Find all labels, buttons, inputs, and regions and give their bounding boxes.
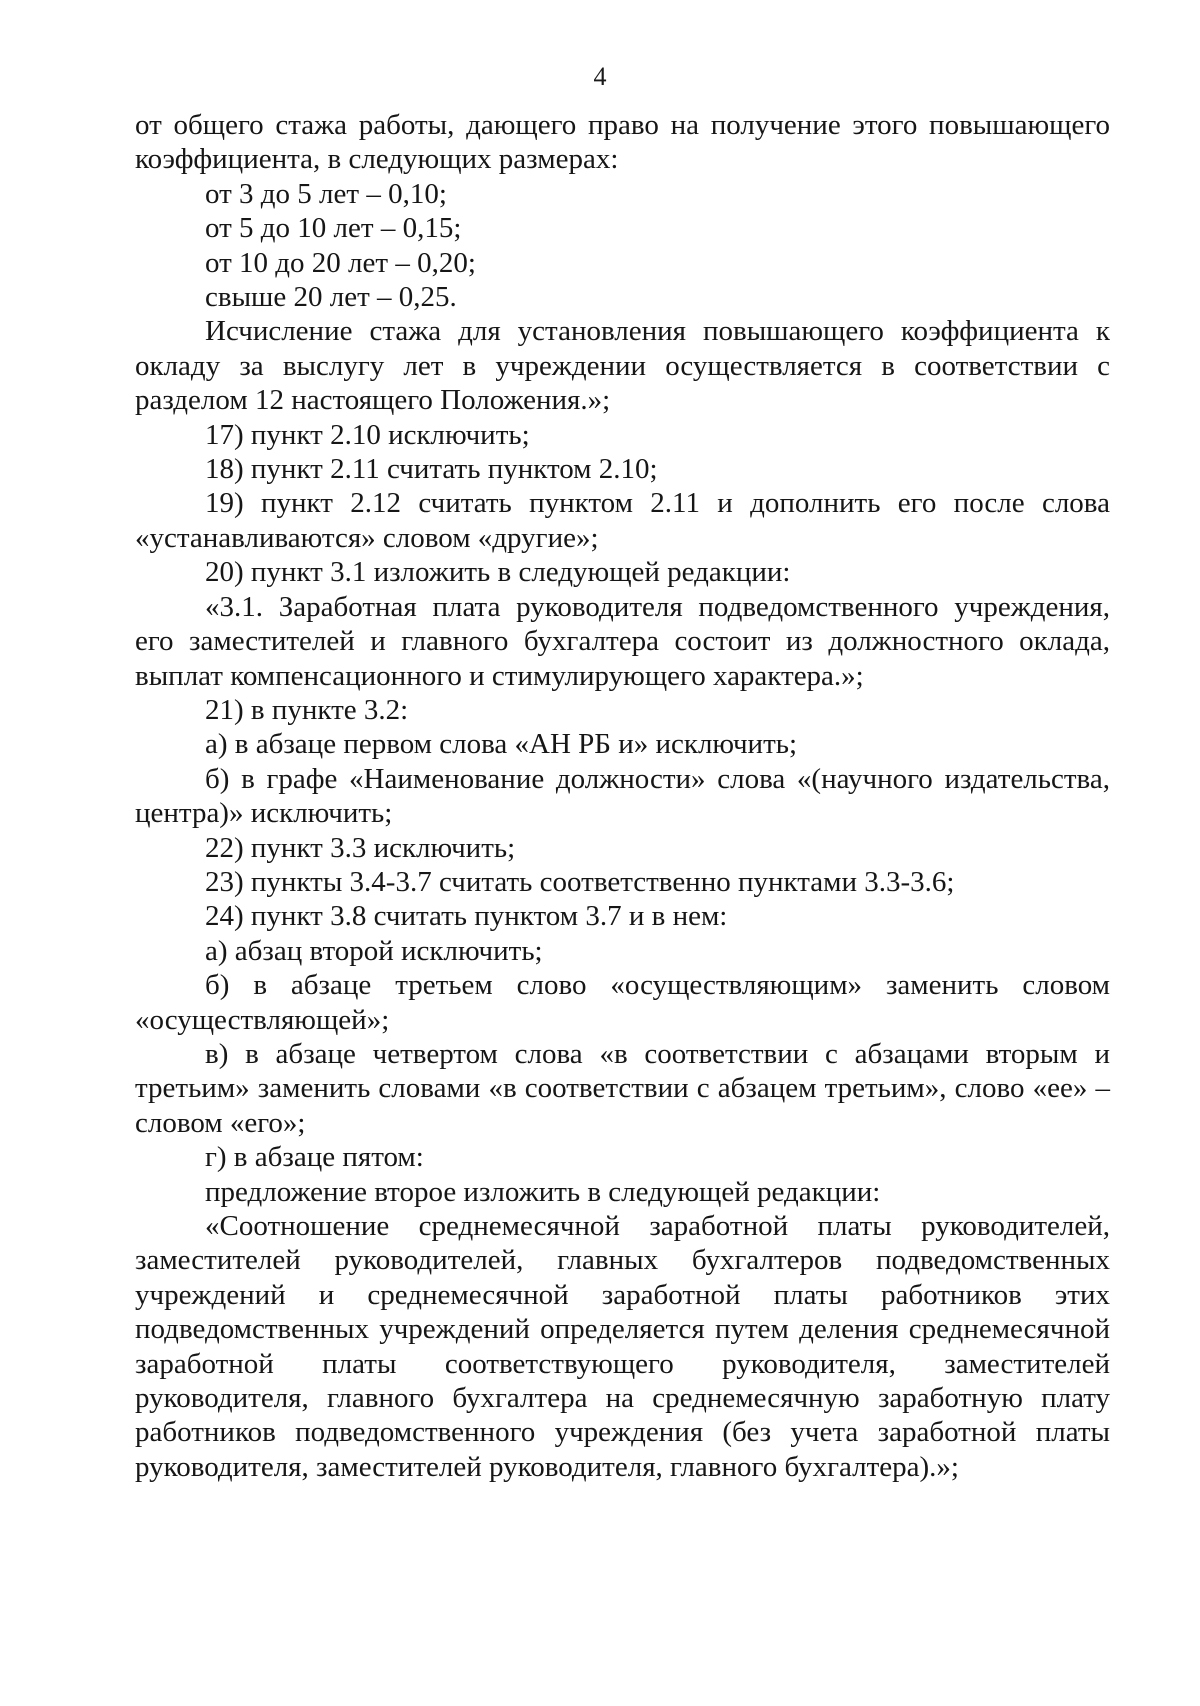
paragraph-quote-ratio: «Соотношение среднемесячной заработной платы руководителей, заместителей руководителей, главных бухгалтеров подведомственных учреждений и среднемесячной заработной платы работников этих подведомственных учреждений определяется путем деления среднемесячной заработной платы соответствующего руководителя, заместителей руководителя, главного бухгалтера на среднемесячную заработную плату работников подведомственного учреждения (без учета заработной платы руководителя, заместителей руководителя, главного бухгалтера).»;	[135, 1210, 1110, 1483]
document-body	[135, 108, 1110, 1484]
paragraph-subitem-b: б) в графе «Наименование должности» слова «(научного издательства, центра)» исключить;	[135, 762, 1110, 830]
page-number: 4	[593, 62, 607, 91]
paragraph: Исчисление стажа для установления повышающего коэффициента к окладу за выслугу лет в учреждении осуществляется в соответствии с разделом 12 настоящего Положения.»;	[135, 315, 1110, 417]
paragraph-list-item: свыше 20 лет – 0,25.	[205, 281, 457, 314]
paragraph-subitem-g: г) в абзаце пятом:	[205, 1141, 424, 1174]
paragraph-subitem-v: в) в абзаце четвертом слова «в соответствии с абзацами вторым и третьим» заменить словами «в соответствии с абзацем третьим», слово «ее» – словом «его»;	[135, 1037, 1110, 1139]
paragraph-subitem-a: а) в абзаце первом слова «АН РБ и» исключить;	[205, 728, 798, 761]
paragraph: предложение второе изложить в следующей редакции:	[205, 1175, 881, 1208]
paragraph-quote-3-1: «3.1. Заработная плата руководителя подведомственного учреждения, его заместителей и главного бухгалтера состоит из должностного оклада, выплат компенсационного и стимулирующего характера.»;	[135, 590, 1110, 692]
paragraph-item-21: 21) в пункте 3.2:	[205, 693, 409, 726]
paragraph-continuation: от общего стажа работы, дающего право на получение этого повышающего коэффициента, в следующих размерах:	[135, 109, 1110, 176]
paragraph-list-item: от 3 до 5 лет – 0,10;	[205, 177, 447, 210]
paragraph-list-item: от 10 до 20 лет – 0,20;	[205, 246, 476, 279]
paragraph-subitem-a: а) абзац второй исключить;	[205, 934, 543, 967]
paragraph-item-18: 18) пункт 2.11 считать пунктом 2.10;	[205, 453, 658, 486]
paragraph-subitem-b: б) в абзаце третьем слово «осуществляющим» заменить словом «осуществляющей»;	[135, 969, 1110, 1036]
paragraph-item-19: 19) пункт 2.12 считать пунктом 2.11 и дополнить его после слова «устанавливаются» словом «другие»;	[135, 487, 1110, 554]
paragraph-item-20: 20) пункт 3.1 изложить в следующей редакции:	[205, 556, 791, 589]
paragraph-item-17: 17) пункт 2.10 исключить;	[205, 418, 530, 451]
paragraph-item-23: 23) пункты 3.4-3.7 считать соответственно пунктами 3.3-3.6;	[205, 865, 955, 898]
paragraph-item-24: 24) пункт 3.8 считать пунктом 3.7 и в нем:	[205, 900, 728, 933]
paragraph-item-22: 22) пункт 3.3 исключить;	[205, 831, 516, 864]
paragraph-list-item: от 5 до 10 лет – 0,15;	[205, 212, 462, 245]
